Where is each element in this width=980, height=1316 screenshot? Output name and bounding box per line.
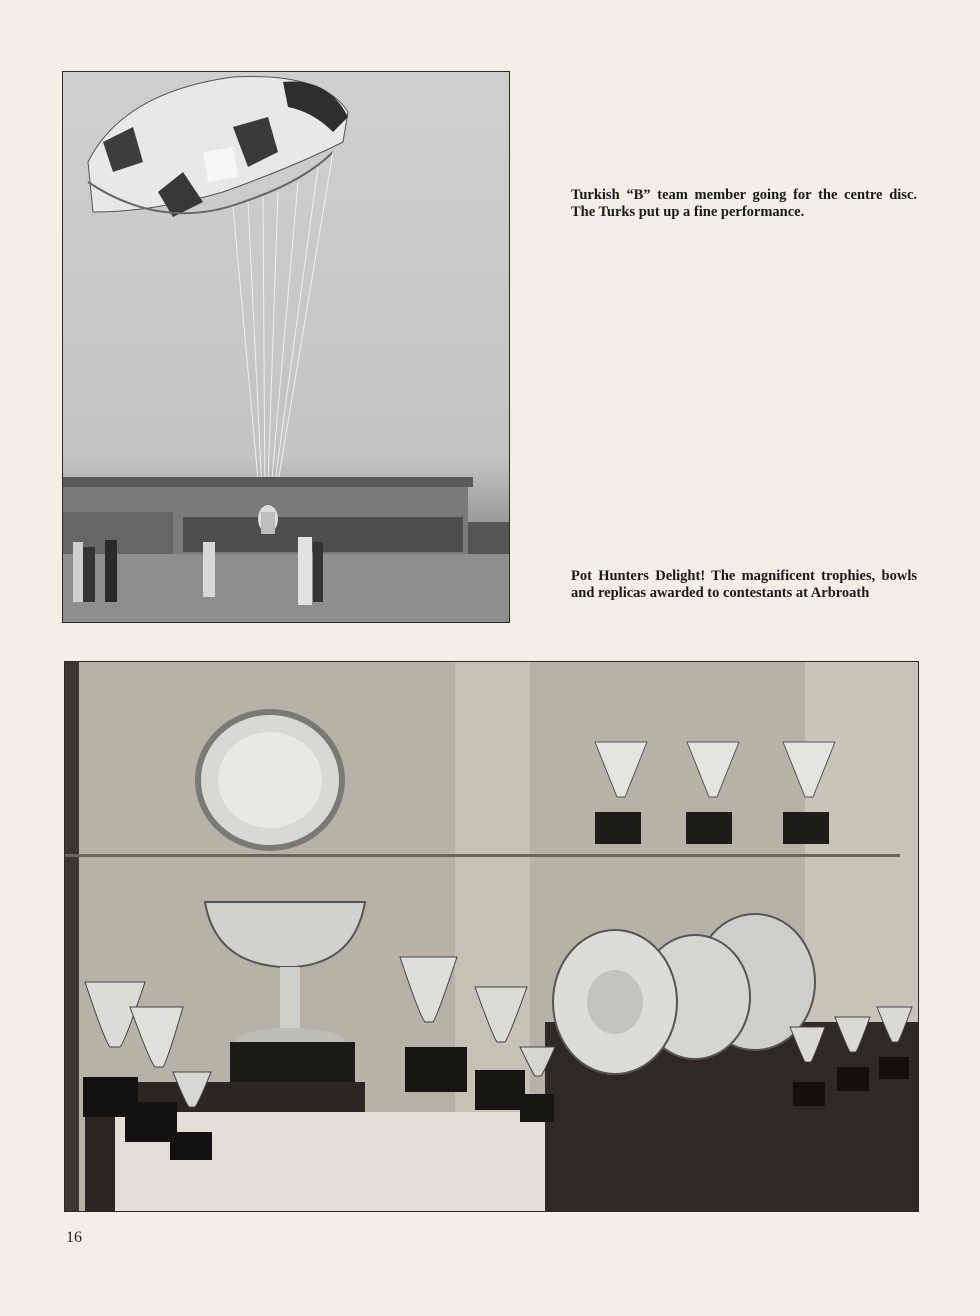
parachute-photo — [62, 71, 510, 623]
trophies-caption: Pot Hunters Delight! The magnificent trophies, bowls and replicas awarded to contestants at Arbroath — [571, 568, 917, 601]
trophies-photo — [64, 661, 919, 1212]
salver-plate — [198, 712, 342, 848]
parachute-canopy — [88, 76, 348, 217]
trophies-photo-illustration — [65, 662, 918, 1211]
parachute-caption: Turkish “B” team member going for the centre disc. The Turks put up a fine performance. — [571, 187, 917, 220]
parachutist — [258, 505, 278, 534]
glass-shelf — [65, 854, 900, 857]
white-plinth — [115, 1112, 615, 1211]
page-number: 16 — [66, 1229, 82, 1246]
airfield-ground — [63, 554, 509, 622]
hangar-building — [63, 477, 509, 557]
parachute-lines — [233, 152, 333, 512]
parachute-photo-illustration — [63, 72, 509, 622]
